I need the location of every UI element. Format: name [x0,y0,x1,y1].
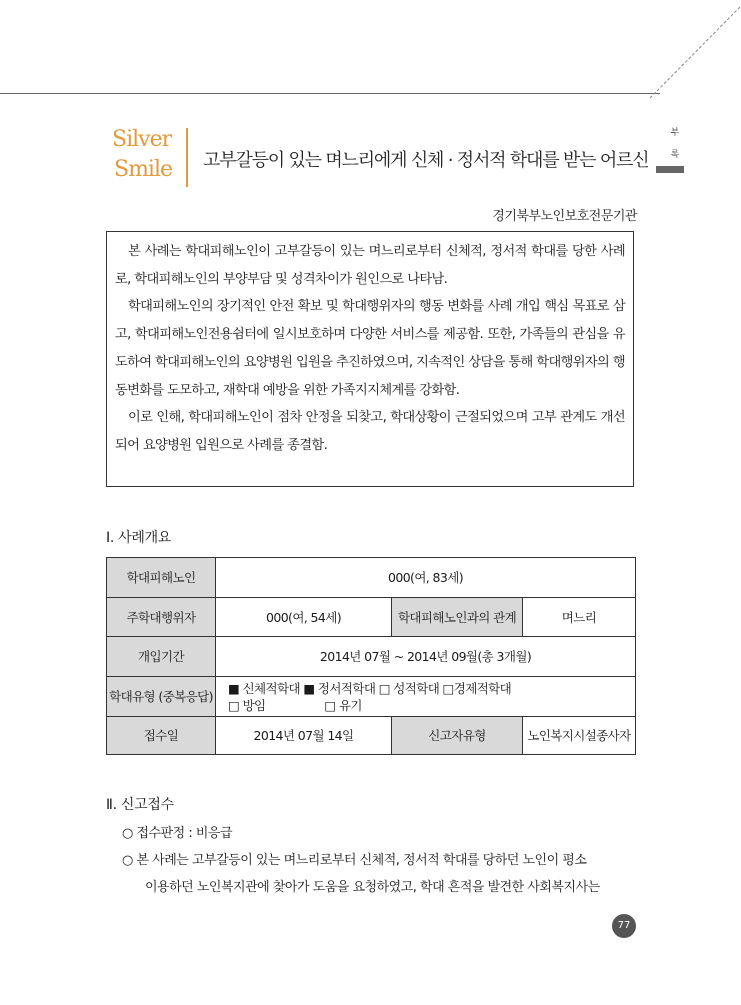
logo-line2: Smile [114,157,173,182]
abuse-type-label: 학대유형 (중복응답) [107,677,216,717]
appendix-tab-char2: 록 [670,150,680,160]
case-summary-box [106,231,634,487]
relation-label: 학대피해노인과의 관계 [392,598,523,637]
option-physical: ■ 신체적학대 [228,680,300,696]
bullet-triage: ○ 접수판정 : 비응급 [122,826,233,841]
corner-diagonal [0,0,741,100]
logo-line1: Silver [112,127,172,152]
reporter-label: 신고자유형 [392,717,523,755]
section-heading-report: Ⅱ. 신고접수 [106,797,174,813]
abuser-label: 주학대행위자 [107,598,216,637]
reporter-value: 노인복지시설종사자 [523,717,636,755]
page-number: 77 [612,914,636,938]
appendix-tab-bar [656,166,684,173]
summary-paragraph-1: 본 사례는 학대피해노인이 고부갈등이 있는 며느리로부터 신체적, 정서적 학대를 당한 사례로, 학대피해노인의 부양부담 및 성격차이가 원인으로 나타남. [115,244,626,287]
page-title: 고부갈등이 있는 며느리에게 신체 · 정서적 학대를 받는 어르신 [203,150,649,171]
table-row [107,598,636,637]
appendix-tab [664,122,686,166]
date-label: 접수일 [107,717,216,755]
abuser-value: 000(여, 54세) [216,598,392,637]
section-heading-overview: Ⅰ. 사례개요 [106,530,172,546]
appendix-tab-char1: 부 [670,128,680,138]
option-emotional: ■ 정서적학대 [303,680,376,696]
victim-value: 000(여, 83세) [216,558,636,598]
victim-label: 학대피해노인 [107,558,216,598]
option-financial: □경제적학대 [442,680,512,696]
bullet-case-line1: ○ 본 사례는 고부갈등이 있는 며느리로부터 신체적, 정서적 학대를 당하던 노인이 평소 [122,853,587,868]
table-row [107,717,636,755]
abuse-type-options [216,677,636,717]
table-row [107,677,636,717]
option-abandonment: □ 유기 [324,697,362,713]
summary-paragraph-3: 이로 인해, 학대피해노인이 점차 안정을 되찾고, 학대상황이 근절되었으며 고부 관계도 개선되어 요양병원 입원으로 사례를 종결함. [115,410,625,453]
period-value: 2014년 07월 ~ 2014년 09월(총 3개월) [216,637,636,677]
silver-smile-logo [112,127,182,189]
date-value: 2014년 07월 14일 [216,717,392,755]
bullet-case-line2: 이용하던 노인복지관에 찾아가 도움을 요청하였고, 학대 흔적을 발견한 사회복지사는 [145,880,600,895]
option-neglect: □ 방임 [228,697,266,713]
summary-paragraph-2: 학대피해노인의 장기적인 안전 확보 및 학대행위자의 행동 변화를 사례 개입 핵심 목표로 삼고, 학대피해노인전용쉼터에 일시보호하며 다양한 서비스를 제공함. 또한, 가족들의 관심을 유도하여 학대피해노인의 요양병원 입원을 추진하였으며, 지속적인 상담을 통해 학대행위자의 행동변화를 도모하고, 재학대 예방을 위한 가족지지체계를 강화함. [115,299,625,398]
agency-name: 경기북부노인보호전문기관 [492,209,637,224]
period-label: 개입기간 [107,637,216,677]
option-sexual: □ 성적학대 [378,680,440,696]
table-row [107,558,636,598]
case-overview-table [106,557,636,755]
table-row [107,637,636,677]
logo-divider [186,128,188,187]
relation-value: 며느리 [523,598,636,637]
